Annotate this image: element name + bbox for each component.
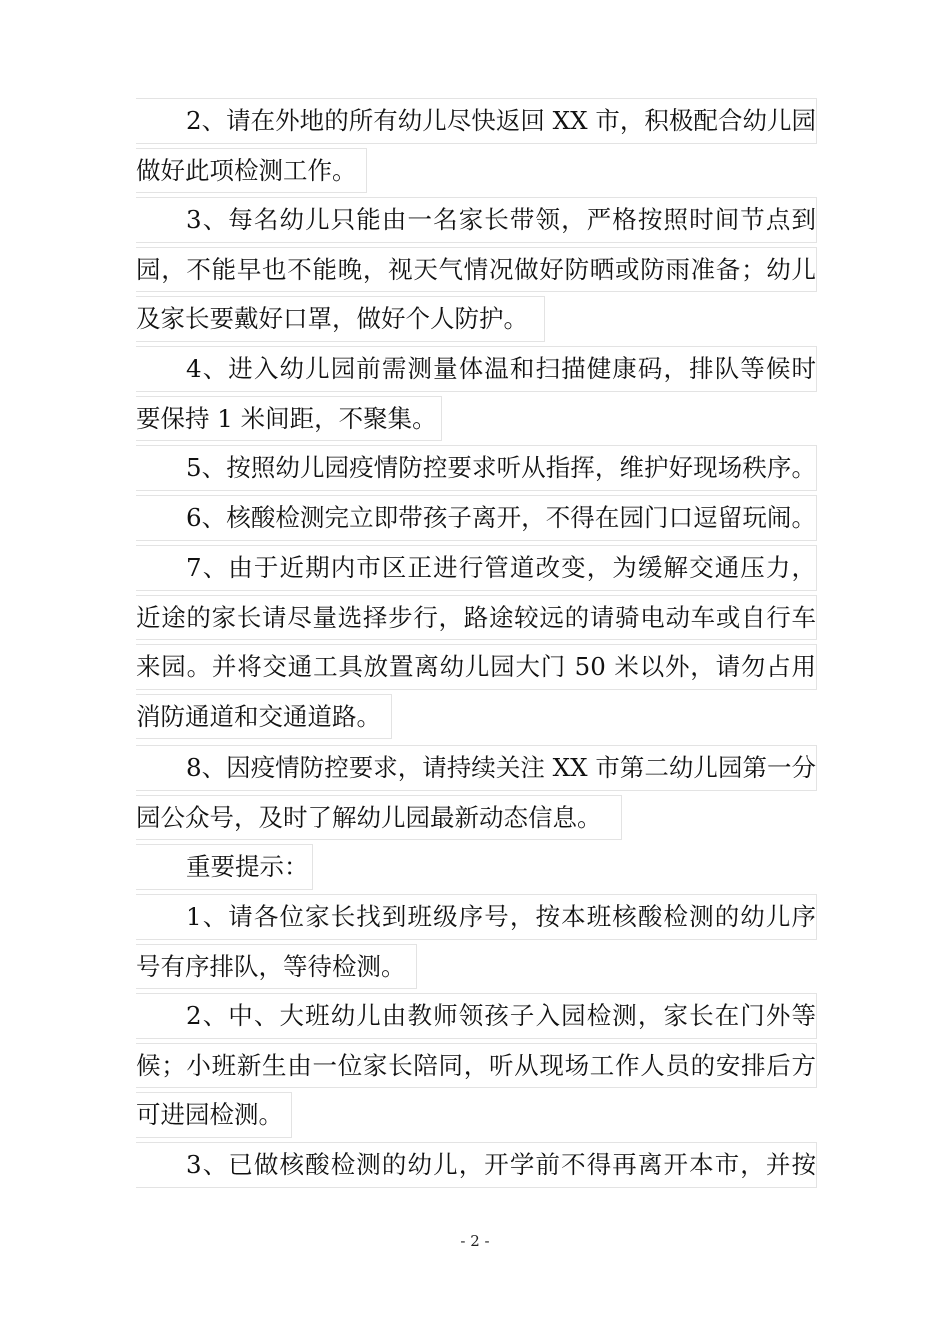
notice-item-4 <box>136 344 816 443</box>
paragraph-line: 重要提示： <box>136 842 816 892</box>
paragraph-line: 7、由于近期内市区正进行管道改变，为缓解交通压力， <box>136 543 816 593</box>
notice-item-7 <box>136 543 816 741</box>
paragraph-line: 3、已做核酸检测的幼儿，开学前不得再离开本市，并按 <box>136 1140 816 1190</box>
page-number: - 2 - <box>460 1232 490 1250</box>
paragraph-line: 要保持 1 米间距，不聚集。 <box>136 394 816 444</box>
paragraph-line: 8、因疫情防控要求，请持续关注 XX 市第二幼儿园第一分 <box>136 743 816 793</box>
paragraph-line: 可进园检测。 <box>136 1090 816 1140</box>
important-notice-heading <box>136 842 816 892</box>
paragraph-line: 4、进入幼儿园前需测量体温和扫描健康码，排队等候时 <box>136 344 816 394</box>
paragraph-line: 2、中、大班幼儿由教师领孩子入园检测，家长在门外等 <box>136 991 816 1041</box>
paragraph-line: 消防通道和交通道路。 <box>136 692 816 742</box>
paragraph-line: 做好此项检测工作。 <box>136 146 816 196</box>
paragraph-line: 园公众号，及时了解幼儿园最新动态信息。 <box>136 793 816 843</box>
tip-item-3 <box>136 1140 816 1190</box>
notice-item-2 <box>136 96 816 195</box>
notice-item-3 <box>136 195 816 344</box>
paragraph-line: 及家长要戴好口罩，做好个人防护。 <box>136 294 816 344</box>
notice-item-5 <box>136 443 816 493</box>
notice-item-6 <box>136 493 816 543</box>
paragraph-line: 园，不能早也不能晚，视天气情况做好防晒或防雨准备；幼儿 <box>136 245 816 295</box>
paragraph-line: 候；小班新生由一位家长陪同，听从现场工作人员的安排后方 <box>136 1041 816 1091</box>
tip-item-1 <box>136 892 816 991</box>
paragraph-line: 2、请在外地的所有幼儿尽快返回 XX 市，积极配合幼儿园 <box>136 96 816 146</box>
paragraph-line: 来园。并将交通工具放置离幼儿园大门 50 米以外，请勿占用 <box>136 642 816 692</box>
paragraph-line: 5、按照幼儿园疫情防控要求听从指挥，维护好现场秩序。 <box>136 443 816 493</box>
paragraph-line: 1、请各位家长找到班级序号，按本班核酸检测的幼儿序 <box>136 892 816 942</box>
notice-item-8 <box>136 743 816 842</box>
paragraph-line: 号有序排队，等待检测。 <box>136 942 816 992</box>
tip-item-2 <box>136 991 816 1140</box>
paragraph-line: 3、每名幼儿只能由一名家长带领，严格按照时间节点到 <box>136 195 816 245</box>
paragraph-line: 近途的家长请尽量选择步行，路途较远的请骑电动车或自行车 <box>136 593 816 643</box>
paragraph-line: 6、核酸检测完立即带孩子离开，不得在园门口逗留玩闹。 <box>136 493 816 543</box>
